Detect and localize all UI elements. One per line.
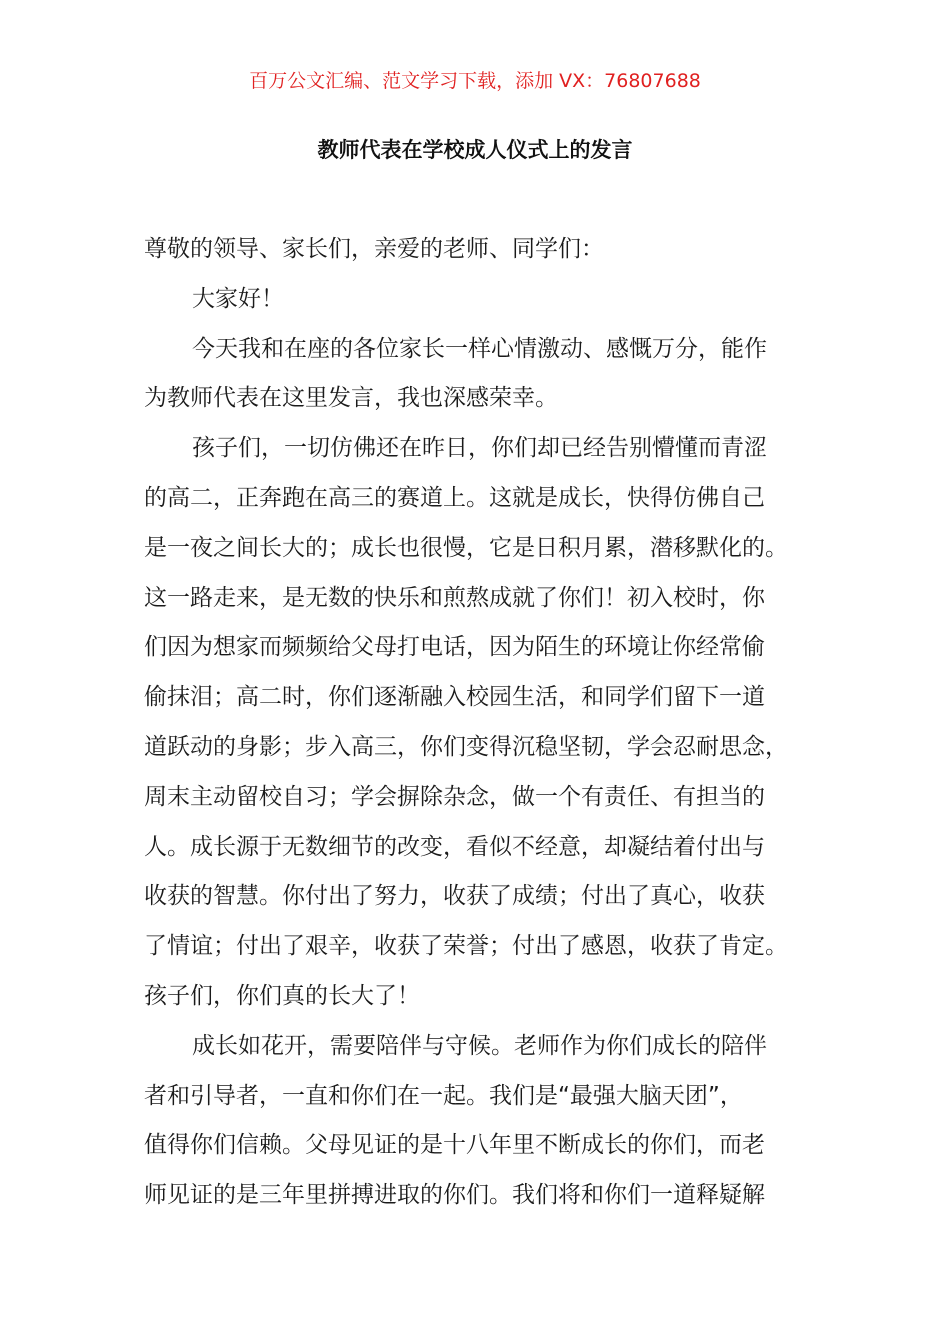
paragraph-line: 今天我和在座的各位家长一样心情激动、感慨万分，能作 <box>192 335 767 362</box>
paragraph-line: 成长如花开，需要陪伴与守候。老师作为你们成长的陪伴 <box>192 1032 767 1059</box>
paragraph-line: 道跃动的身影；步入高三，你们变得沉稳坚韧，学会忍耐思念， <box>144 733 788 760</box>
paragraph-line: 收获的智慧。你付出了努力，收获了成绩；付出了真心，收获 <box>144 883 765 910</box>
document-body <box>144 225 826 1221</box>
paragraph-line: 偷抹泪；高二时，你们逐渐融入校园生活，和同学们留下一道 <box>144 684 765 711</box>
paragraph-line: 师见证的是三年里拼搏进取的你们。我们将和你们一道释疑解 <box>144 1182 765 1209</box>
salutation-line: 尊敬的领导、家长们，亲爱的老师、同学们： <box>144 236 604 262</box>
paragraph-line: 了情谊；付出了艰辛，收获了荣誉；付出了感恩，收获了肯定。 <box>144 933 788 960</box>
header-banner: 百万公文汇编、范文学习下载，添加 VX：76807688 <box>249 70 701 92</box>
paragraph-line: 者和引导者，一直和你们在一起。我们是“最强大脑天团”， <box>144 1082 743 1109</box>
paragraph-line: 的高二，正奔跑在高三的赛道上。这就是成长，快得仿佛自己 <box>144 484 765 511</box>
paragraph-line: 为教师代表在这里发言，我也深感荣幸。 <box>144 385 558 412</box>
paragraph-line: 这一路走来，是无数的快乐和煎熬成就了你们！初入校时，你 <box>144 584 765 611</box>
document-title: 教师代表在学校成人仪式上的发言 <box>317 138 633 162</box>
paragraph-line: 大家好！ <box>192 285 284 312</box>
paragraph-line: 是一夜之间长大的；成长也很慢，它是日积月累，潜移默化的。 <box>144 534 788 561</box>
paragraph-line: 孩子们，一切仿佛还在昨日，你们却已经告别懵懂而青涩 <box>192 435 767 462</box>
paragraph-line: 们因为想家而频频给父母打电话，因为陌生的环境让你经常偷 <box>144 634 765 661</box>
paragraph-line: 周末主动留校自习；学会摒除杂念，做一个有责任、有担当的 <box>144 783 765 810</box>
paragraph-line: 值得你们信赖。父母见证的是十八年里不断成长的你们，而老 <box>144 1132 765 1159</box>
paragraph-line: 孩子们，你们真的长大了！ <box>144 982 420 1009</box>
paragraph-line: 人。成长源于无数细节的改变，看似不经意，却凝结着付出与 <box>144 833 765 860</box>
